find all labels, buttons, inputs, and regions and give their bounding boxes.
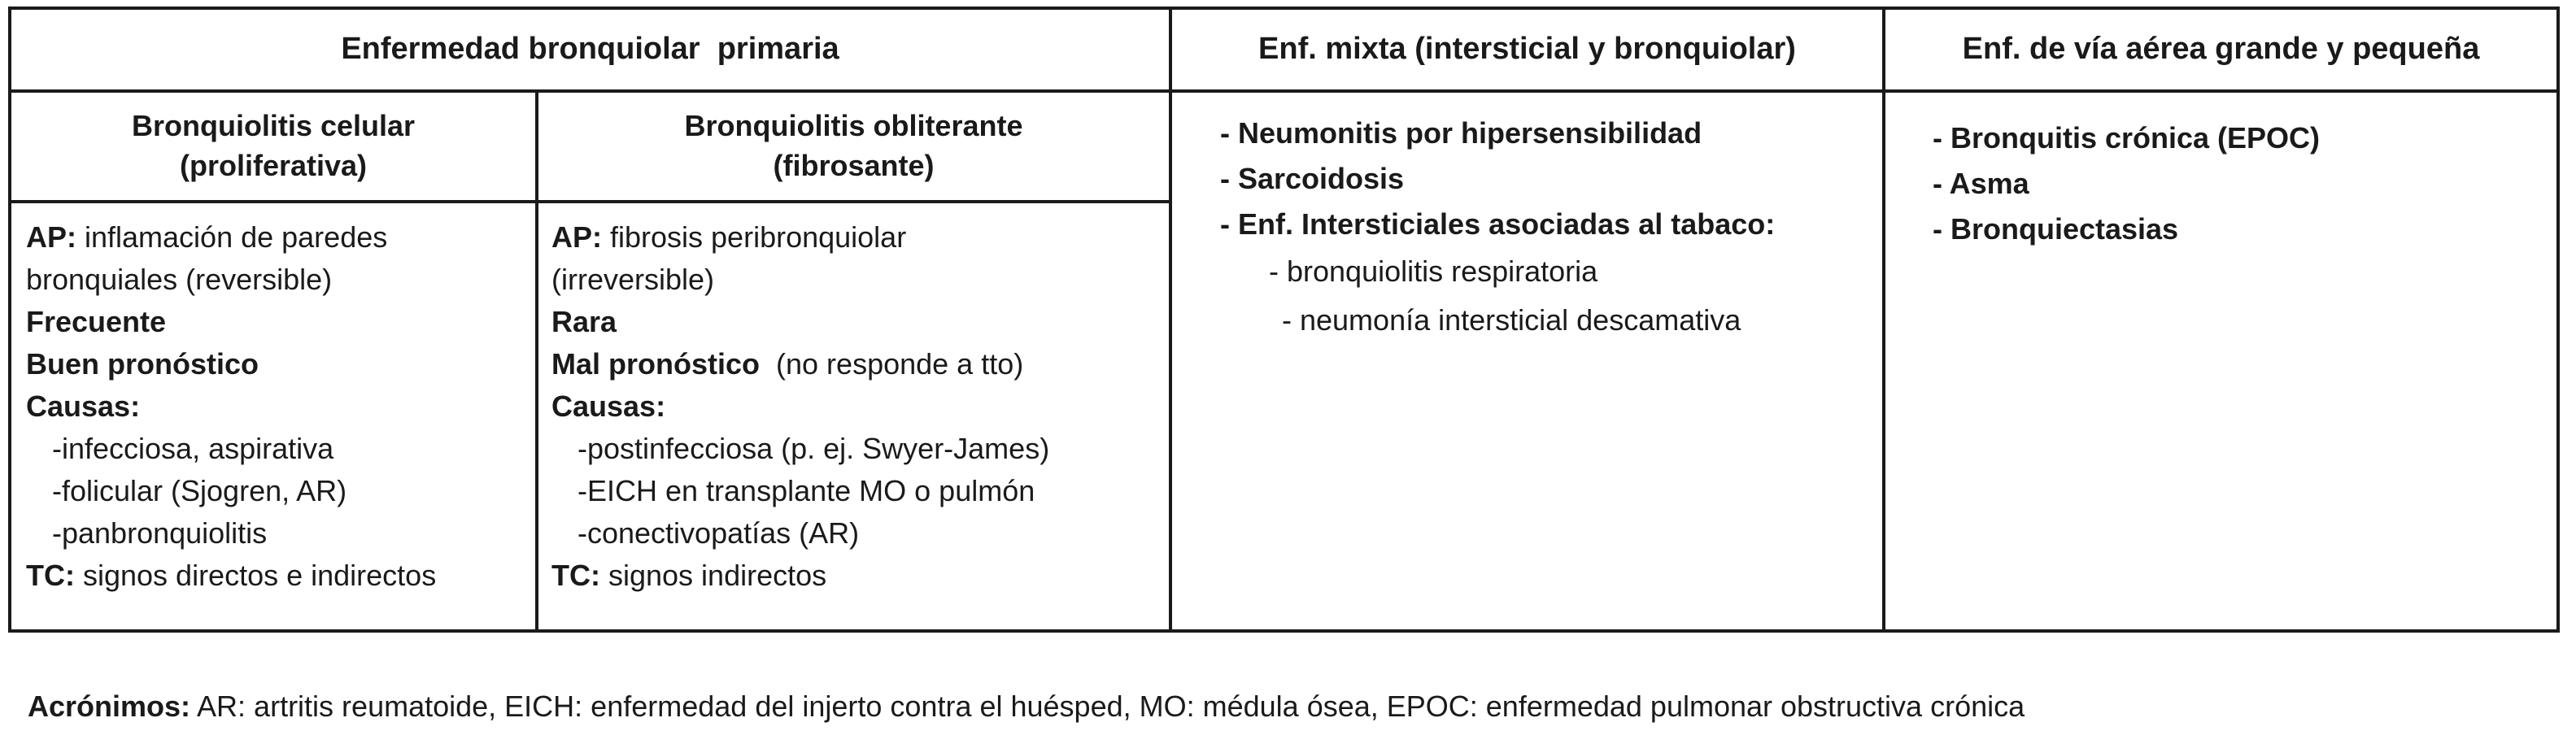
mixed-item-1: - Neumonitis por hipersensibilidad xyxy=(1220,116,1702,150)
header-mixed-text: Enf. mixta (intersticial y bronquiolar) xyxy=(1258,32,1796,67)
subheader-cellular-line-2: (proliferativa) xyxy=(179,149,368,182)
header-airway-text: Enf. de vía aérea grande y pequeña xyxy=(1962,32,2480,67)
acronyms-footnote xyxy=(28,690,2025,724)
cellular-tc-label: TC: xyxy=(26,559,75,592)
header-primary xyxy=(11,10,1169,89)
divider-col-mixed-airway xyxy=(1882,7,1885,633)
airway-item-1: - Bronquitis crónica (EPOC) xyxy=(1933,121,2321,154)
subheader-obliterans-line-1: Bronquiolitis obliterante xyxy=(684,109,1023,143)
obliterans-causes-label: Causas: xyxy=(551,389,666,423)
header-primary-text: Enfermedad bronquiolar primaria xyxy=(341,32,839,67)
cellular-tc-text: signos directos e indirectos xyxy=(74,559,437,592)
cellular-causes-label: Causas: xyxy=(26,389,141,423)
cellular-prognosis: Buen pronóstico xyxy=(26,347,259,381)
header-mixed xyxy=(1172,10,1882,89)
acronyms-text: AR: artritis reumatoide, EICH: enfermedad del injerto contra el huésped, MO: médula ósea, EPOC: enfermedad pulmonar obstructiva crónica xyxy=(190,690,2025,723)
obliterans-prognosis-line xyxy=(551,343,1049,385)
subheader-obliterans xyxy=(538,93,1169,200)
obliterans-cause-1: -postinfecciosa (p. ej. Swyer-James) xyxy=(578,432,1050,465)
obliterans-cause-3: -conectivopatías (AR) xyxy=(578,516,860,550)
obliterans-prognosis-note: (no responde a tto) xyxy=(760,347,1024,381)
obliterans-ap-text-1: fibrosis peribronquiolar xyxy=(602,220,907,254)
mixed-content xyxy=(1220,111,1775,345)
subheader-cellular xyxy=(11,93,535,200)
obliterans-tc-label: TC: xyxy=(551,559,600,592)
cellular-frequency: Frecuente xyxy=(26,305,167,338)
cellular-ap-text-1: inflamación de paredes xyxy=(76,220,388,254)
obliterans-ap-text-2: (irreversible) xyxy=(551,263,715,296)
cellular-tc-line xyxy=(26,555,436,597)
obliterans-cause-2: -EICH en transplante MO o pulmón xyxy=(578,474,1035,507)
cellular-ap-text-2: bronquiales (reversible) xyxy=(26,263,333,296)
obliterans-content xyxy=(551,216,1049,597)
acronyms-label: Acrónimos: xyxy=(28,690,191,723)
obliterans-ap-line xyxy=(551,216,1049,259)
mixed-item-3: - Enf. Intersticiales asociadas al tabaco: xyxy=(1220,207,1776,241)
obliterans-tc-text: signos indirectos xyxy=(599,559,827,592)
cellular-content xyxy=(26,216,436,597)
obliterans-tc-line xyxy=(551,555,1049,597)
cellular-cause-1: -infecciosa, aspirativa xyxy=(52,432,334,465)
obliterans-ap-label: AP: xyxy=(551,220,602,254)
obliterans-prognosis: Mal pronóstico xyxy=(551,347,761,381)
cellular-ap-label: AP: xyxy=(26,220,76,254)
airway-item-2: - Asma xyxy=(1933,167,2029,200)
header-airway xyxy=(1885,10,2556,89)
cellular-cause-2: -folicular (Sjogren, AR) xyxy=(52,474,347,507)
obliterans-frequency: Rara xyxy=(551,305,617,338)
cellular-ap-line xyxy=(26,216,436,259)
mixed-subitem-1: - bronquiolitis respiratoria xyxy=(1269,255,1598,288)
subheader-cellular-line-1: Bronquiolitis celular xyxy=(131,109,416,143)
airway-content xyxy=(1933,115,2320,252)
airway-item-3: - Bronquiectasias xyxy=(1933,212,2179,246)
divider-col-primary-mixed xyxy=(1169,7,1172,633)
cellular-cause-3: -panbronquiolitis xyxy=(52,516,268,550)
divider-subheader-row xyxy=(8,200,1170,203)
mixed-subitem-2: - neumonía intersticial descamativa xyxy=(1282,303,1741,337)
subheader-obliterans-line-2: (fibrosante) xyxy=(773,149,935,182)
mixed-item-2: - Sarcoidosis xyxy=(1220,162,1405,195)
